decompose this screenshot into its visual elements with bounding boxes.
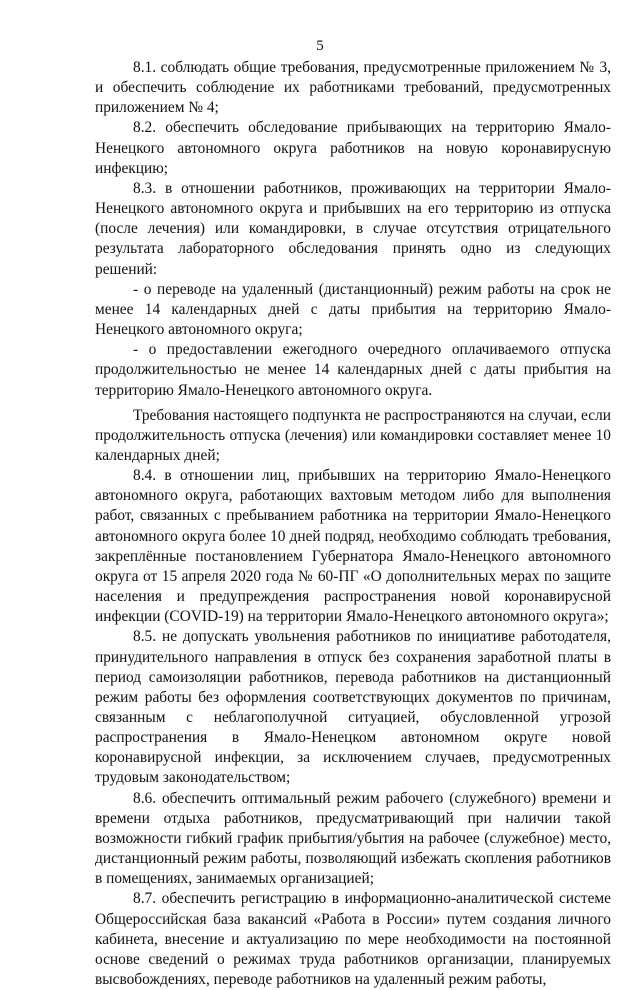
paragraph-8-3-option-remote: - о переводе на удаленный (дистанционный) режим работы на срок не менее 14 календарных дней с даты прибытия на территорию Ямало-Ненецкого автономного округа; [95, 280, 611, 339]
paragraph-8-2: 8.2. обеспечить обследование прибывающих на территорию Ямало-Ненецкого автономного округа работников на новую коронавирусную инфекцию; [95, 119, 611, 177]
paragraph-8-6: 8.6. обеспечить оптимальный режим рабочего (служебного) времени и времени отдыха работников, предусматривающий при наличии такой возможности гибкий график прибытия/убытия на рабочее (служебное) место, дистанционный режим работы, позволяющий избежать скопления работников в помещениях, занимаемых организацией; [95, 789, 611, 888]
paragraph-8-3-option-vacation: - о предоставлении ежегодного очередного оплачиваемого отпуска продолжительностью не менее 14 календарных дней с даты прибытия на территорию Ямало-Ненецкого автономного округа. [95, 341, 611, 399]
page-number: 5 [316, 38, 324, 54]
paragraph-8-3: 8.3. в отношении работников, проживающих на территории Ямало-Ненецкого автономного округа и прибывших на его территорию из отпуска (после лечения) или командировки, в случае отсутствия отрицательного результата лабораторного обследования принять одно из следующих решений: [95, 179, 611, 278]
paragraph-8-7: 8.7. обеспечить регистрацию в информационно-аналитической системе Общероссийская база вакансий «Работа в России» путем создания личного кабинета, внесение и актуализацию по мере необходимости на постоянной основе сведений о режимах труда работников организации, планируемых высвобождениях, переводе работников на удаленный режим работы, [95, 890, 611, 989]
paragraph-8-4: 8.4. в отношении лиц, прибывших на территорию Ямало-Ненецкого автономного округа, работающих вахтовым методом либо для выполнения работ, связанных с пребыванием работника на территории Ямало-Ненецкого автономного округа более 10 дней подряд, необходимо соблюдать требования, закреплённые постановлением Губернатора Ямало-Ненецкого автономного округа от 15 апреля 2020 года № 60-ПГ «О дополнительных мерах по защите населения и предупреждения распространения новой коронавирусной инфекции (COVID-19) на территории Ямало-Ненецкого автономного округа»; [95, 467, 611, 626]
paragraph-8-5: 8.5. не допускать увольнения работников по инициативе работодателя, принудительного направления в отпуск без сохранения заработной платы в период самоизоляции работников, перевода работников на дистанционный режим работы без оформления соответствующих документов по причинам, связанным с неблагополучной ситуацией, обусловленной угрозой распространения в Ямало-Ненецком автономном округе новой коронавирусной инфекции, за исключением случаев, предусмотренных трудовым законодательством; [95, 628, 611, 787]
paragraph-8-1: 8.1. соблюдать общие требования, предусмотренные приложением № 3, и обеспечить соблюдение их работниками требований, предусмотренных приложением № 4; [95, 59, 611, 117]
paragraph-8-3-exception: Требования настоящего подпункта не распространяются на случаи, если продолжительность отпуска (лечения) или командировки составляет менее 10 календарных дней; [95, 406, 611, 464]
document-body [95, 58, 611, 990]
